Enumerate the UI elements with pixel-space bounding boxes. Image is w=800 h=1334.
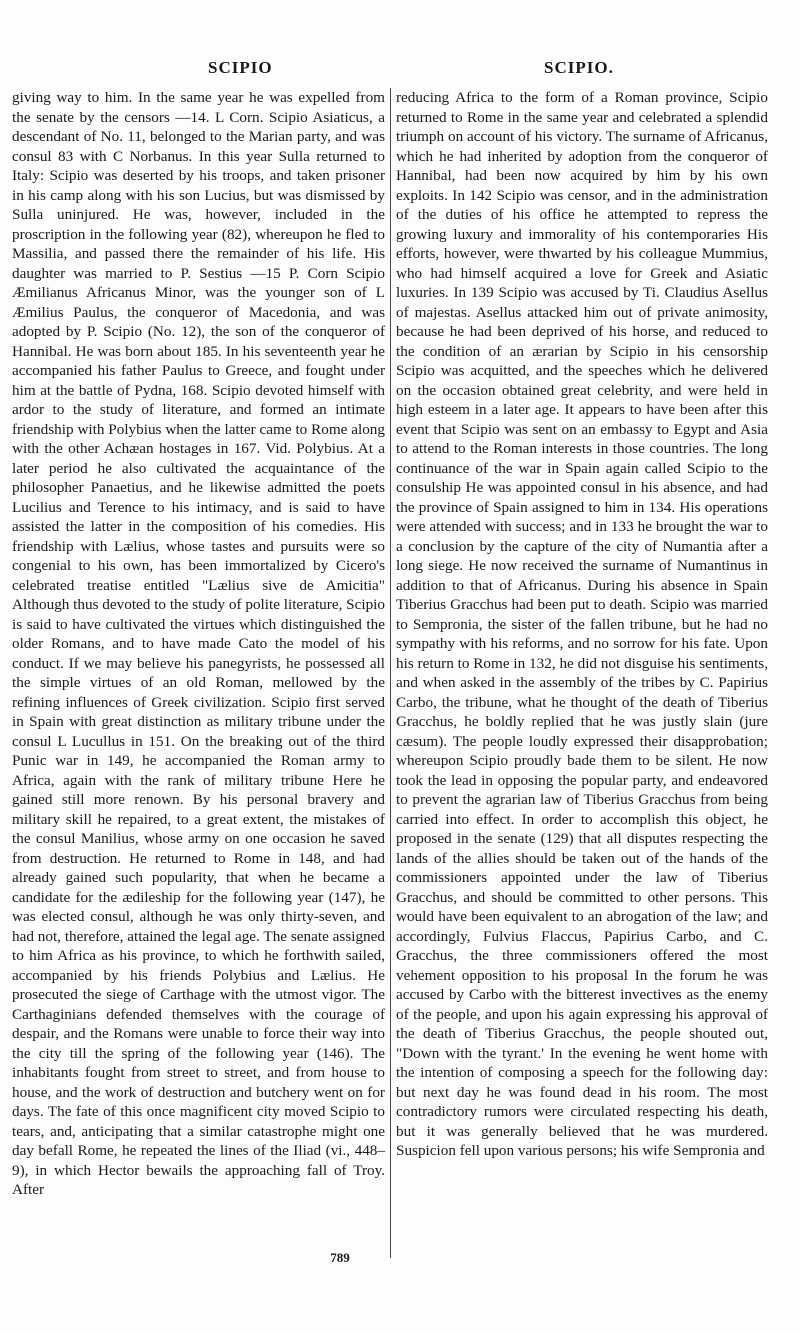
column-divider (390, 88, 391, 1258)
left-column (12, 88, 385, 1200)
right-column-text: reducing Africa to the form of a Roman province, Scipio returned to Rome in the same year and celebrated a splendid triumph on account of his victory. The surname of Africanus, which he had inherited by adoption from the conqueror of Hannibal, had been now acquired by him by his own exploits. In 142 Scipio was censor, and in the administration of the duties of his office he attempted to repress the growing luxury and immorality of his contemporaries His efforts, however, were thwarted by his colleague Mummius, who had himself acquired a love for Greek and Asiatic luxuries. In 139 Scipio was accused by Ti. Claudius Asellus of majestas. Asellus attacked him out of private animosity, because he had been deprived of his horse, and reduced to the condition of an ærarian by Scipio in his censorship Scipio was acquitted, and the speeches which he delivered on the occasion obtained great celebrity, and were held in high esteem in a later age. It appears to have been after this event that Scipio was sent on an embassy to Egypt and Asia to attend to the Roman interests in those countries. The long continuance of the war in Spain again called Scipio to the consulship He was appointed consul in his absence, and had the province of Spain assigned to him in 134. His operations were attended with success; and in 133 he brought the war to a conclusion by the capture of the city of Numantia after a long siege. He now received the surname of Numantinus in addition to that of Africanus. During his absence in Spain Tiberius Gracchus had been put to death. Scipio was married to Sempronia, the sister of the fallen tribune, but he had no sympathy with his reforms, and no sorrow for his fate. Upon his return to Rome in 132, he did not disguise his sentiments, and when asked in the assembly of the tribes by C. Papirius Carbo, the tribune, what he thought of the death of Tiberius Gracchus, he boldly replied that he was justly slain (jure cæsum). The people loudly expressed their disapprobation; whereupon Scipio proudly bade them to be silent. He now took the lead in opposing the popular party, and endeavored to prevent the agrarian law of Tiberius Gracchus from being carried into effect. In order to accomplish this object, he proposed in the senate (129) that all disputes respecting the lands of the allies should be taken out of the hands of the commissioners appointed under the law of Tiberius Gracchus, and should be committed to other persons. This would have been equivalent to an abrogation of the law; and accordingly, Fulvius Flaccus, Papirius Carbo, and C. Gracchus, the three commissioners offered the most vehement opposition to his proposal In the forum he was accused by Carbo with the bitterest invectives as the enemy of the people, and upon his again expressing his approval of the death of Tiberius Gracchus, the people shouted out, "Down with the tyrant.' In the evening he went home with the intention of composing a speech for the following day: but next day he was found dead in his room. The most contradictory rumors were circulated respecting his death, but it was generally believed that he was murdered. Suspicion fell upon various persons; his wife Sempronia and (396, 89, 768, 1159)
left-column-text: giving way to him. In the same year he was expelled from the senate by the censors —14. L Corn. Scipio Asiaticus, a descendant of No. 11, belonged to the Marian party, and was consul 83 with C Norbanus. In this year Sulla returned to Italy: Scipio was deserted by his troops, and taken prisoner in his camp along with his son Lucius, but was dismissed by Sulla uninjured. He was, however, included in the proscription in the following year (82), whereupon he fled to Massilia, and passed there the remainder of his life. His daughter was married to P. Sestius —15 P. Corn Scipio Æmilianus Africanus Minor, was the younger son of L Æmilius Paulus, the conqueror of Macedonia, and was adopted by P. Scipio (No. 12), the son of the conqueror of Hannibal. He was born about 185. In his seventeenth year he accompanied his father Paulus to Greece, and fought under him at the battle of Pydna, 168. Scipio devoted himself with ardor to the study of literature, and formed an intimate friendship with Polybius when the latter came to Rome along with the other Achæan hostages in 167. Vid. Polybius. At a later period he also cultivated the acquaintance of the philosopher Panaetius, and he likewise admitted the poets Lucilius and Terence to his intimacy, and is said to have assisted the latter in the composition of his comedies. His friendship with Lælius, whose tastes and pursuits were so congenial to his own, has been immortalized by Cicero's celebrated treatise entitled "Lælius sive de Amicitia" Although thus devoted to the study of polite literature, Scipio is said to have cultivated the virtues which distinguished the older Romans, and to have made Cato the model of his conduct. If we may believe his panegyrists, he possessed all the simple virtues of an old Roman, mellowed by the refining influences of Greek civilization. Scipio first served in Spain with great distinction as military tribune under the consul L Lucullus in 151. On the breaking out of the third Punic war in 149, he accompanied the Roman army to Africa, again with the rank of military tribune Here he gained still more renown. By his personal bravery and military skill he repaired, to a great extent, the mistakes of the consul Manilius, whose army on one occasion he saved from destruction. He returned to Rome in 148, and had already gained such popularity, that when he became a candidate for the ædileship for the following year (147), he was elected consul, although he was only thirty-seven, and had not, therefore, attained the legal age. The senate assigned to him Africa as his province, to which he forthwith sailed, accompanied by his friends Polybius and Lælius. He prosecuted the siege of Carthage with the utmost vigor. The Carthaginians defended themselves with the courage of despair, and the Romans were unable to force their way into the city till the spring of the following year (146). The inhabitants fought from street to street, and from house to house, and the work of destruction and butchery went on for days. The fate of this once magnificent city moved Scipio to tears, and, anticipating that a similar catastrophe might one day befall Rome, he repeated the lines of the Iliad (vi., 448–9), in which Hector bewails the approaching fall of Troy. After (12, 89, 385, 1198)
header-right-title: SCIPIO. (544, 58, 614, 77)
header-left-title: SCIPIO (208, 58, 273, 77)
page-footer (0, 1250, 800, 1266)
right-column (396, 88, 768, 1161)
running-header (12, 58, 782, 82)
page-number: 789 (330, 1250, 350, 1265)
